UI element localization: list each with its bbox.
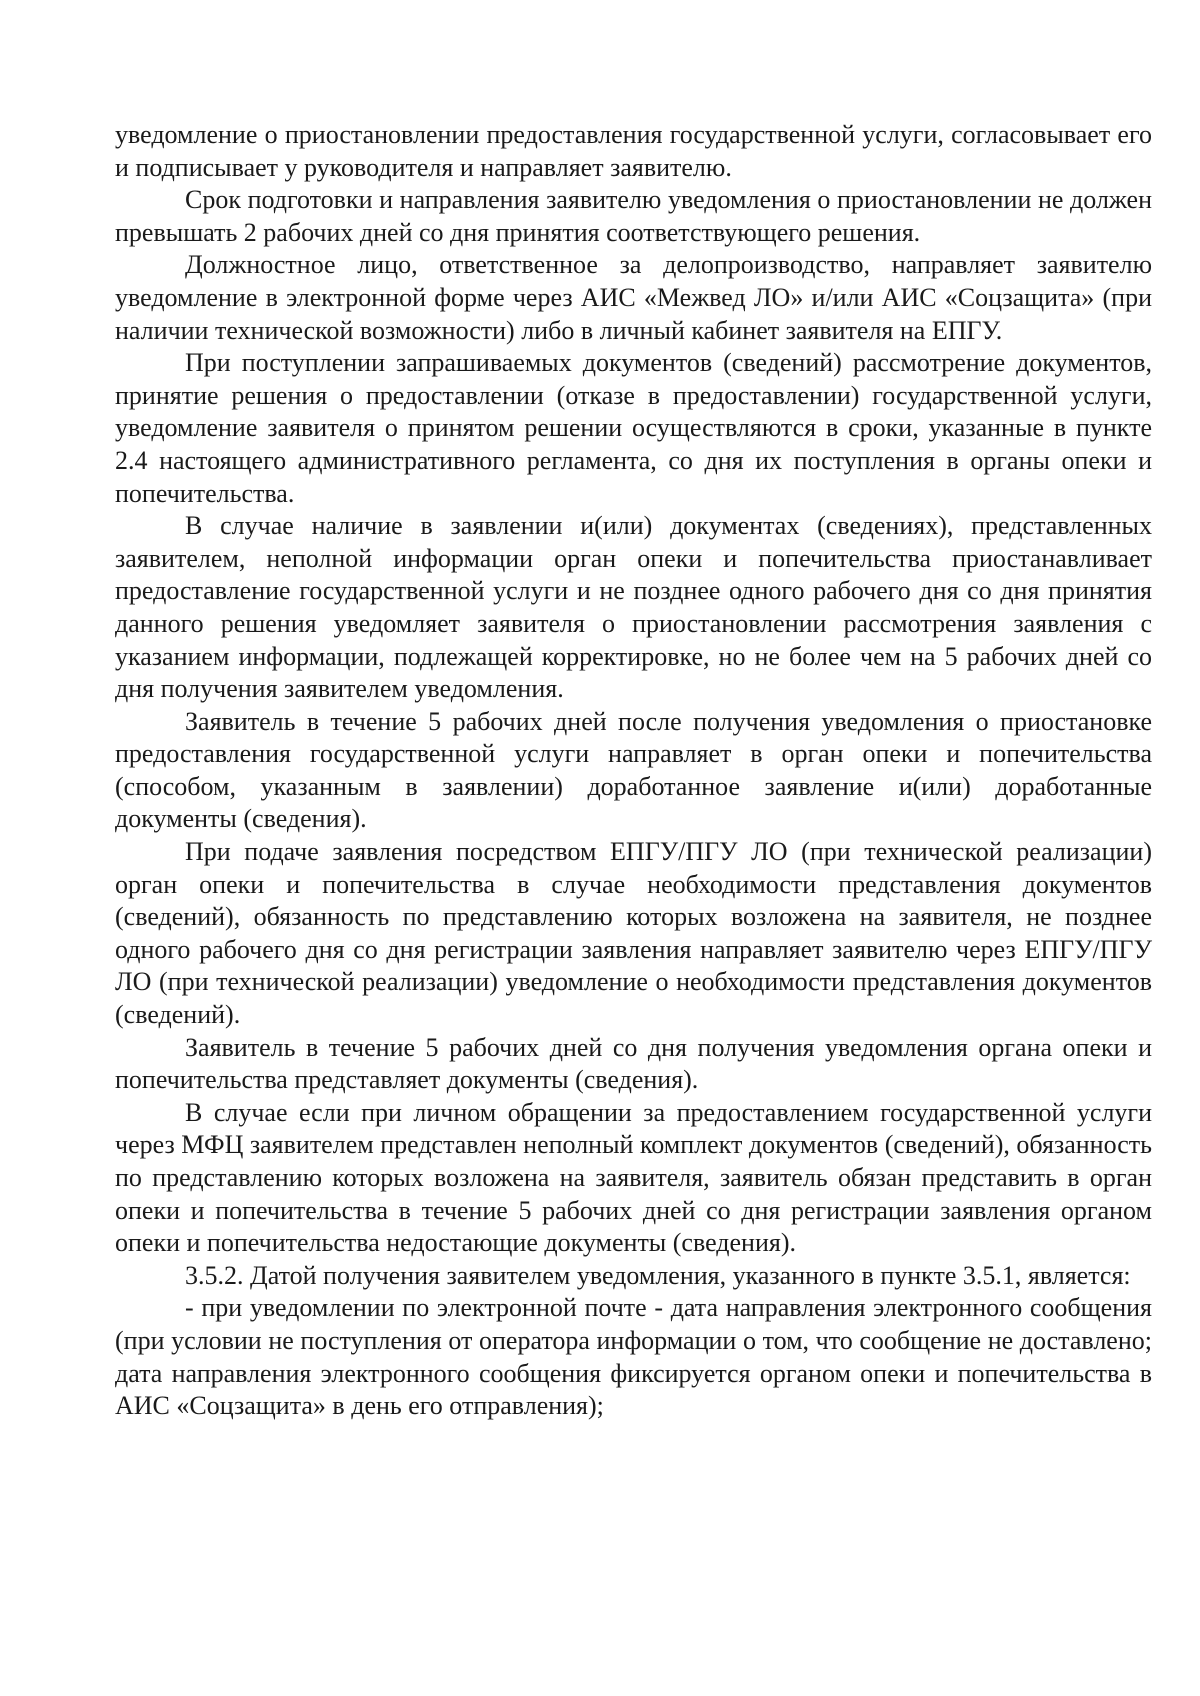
paragraph-applicant-revision: Заявитель в течение 5 рабочих дней после получения уведомления о приостановке предоставления государственной услуги направляет в орган опеки и попечительства (способом, указанным в заявлении) доработанное заявление и(или) доработанные документы (сведения). [115, 706, 1152, 834]
document-body [115, 119, 1152, 1423]
paragraph-email-notification: - при уведомлении по электронной почте - дата направления электронного сообщения (при условии не поступления от оператора информации о том, что сообщение не доставлено; дата направления электронного сообщения фиксируется органом опеки и попечительства в АИС «Соцзащита» в день его отправления); [115, 1293, 1152, 1421]
paragraph-section-3-5-2: 3.5.2. Датой получения заявителем уведомления, указанного в пункте 3.5.1, является: [185, 1260, 1131, 1290]
paragraph-mfc-incomplete-set: В случае если при личном обращении за предоставлением государственной услуги через МФЦ заявителем представлен неполный комплект документов (сведений), обязанность по представлению которых возложена на заявителя, заявитель обязан представить в орган опеки и попечительства в течение 5 рабочих дней со дня регистрации заявления органом опеки и попечительства недостающие документы (сведения). [115, 1097, 1152, 1258]
paragraph-incomplete-information: В случае наличие в заявлении и(или) документах (сведениях), представленных заявителем, неполной информации орган опеки и попечительства приостанавливает предоставление государственной услуги и не позднее одного рабочего дня со дня принятия данного решения уведомляет заявителя о приостановлении рассмотрения заявления с указанием информации, подлежащей корректировке, но не более чем на 5 рабочих дней со дня получения заявителем уведомления. [115, 511, 1152, 704]
paragraph-documents-received: При поступлении запрашиваемых документов (сведений) рассмотрение документов, принятие решения о предоставлении (отказе в предоставлении) государственной услуги, уведомление заявителя о принятом решении осуществляются в сроки, указанные в пункте 2.4 настоящего административного регламента, со дня их поступления в органы опеки и попечительства. [115, 348, 1152, 508]
paragraph-epgu-submission: При подаче заявления посредством ЕПГУ/ПГУ ЛО (при технической реализации) орган опеки и попечительства в случае необходимости представления документов (сведений), обязанность по представлению которых возложена на заявителя, не позднее одного рабочего дня со дня регистрации заявления направляет заявителю через ЕПГУ/ПГУ ЛО (при технической реализации) уведомление о необходимости представления документов (сведений). [115, 837, 1152, 1030]
paragraph-electronic-notification: Должностное лицо, ответственное за делопроизводство, направляет заявителю уведомление в электронной форме через АИС «Межвед ЛО» и/или АИС «Соцзащита» (при наличии технической возможности) либо в личный кабинет заявителя на ЕПГУ. [115, 250, 1152, 345]
paragraph-suspension-deadline: Срок подготовки и направления заявителю уведомления о приостановлении не должен превышать 2 рабочих дней со дня принятия соответствующего решения. [115, 185, 1152, 247]
paragraph-notification-continuation: уведомление о приостановлении предоставления государственной услуги, согласовывает его и подписывает у руководителя и направляет заявителю. [115, 120, 1152, 182]
paragraph-applicant-provides-documents: Заявитель в течение 5 рабочих дней со дня получения уведомления органа опеки и попечительства представляет документы (сведения). [115, 1032, 1152, 1095]
